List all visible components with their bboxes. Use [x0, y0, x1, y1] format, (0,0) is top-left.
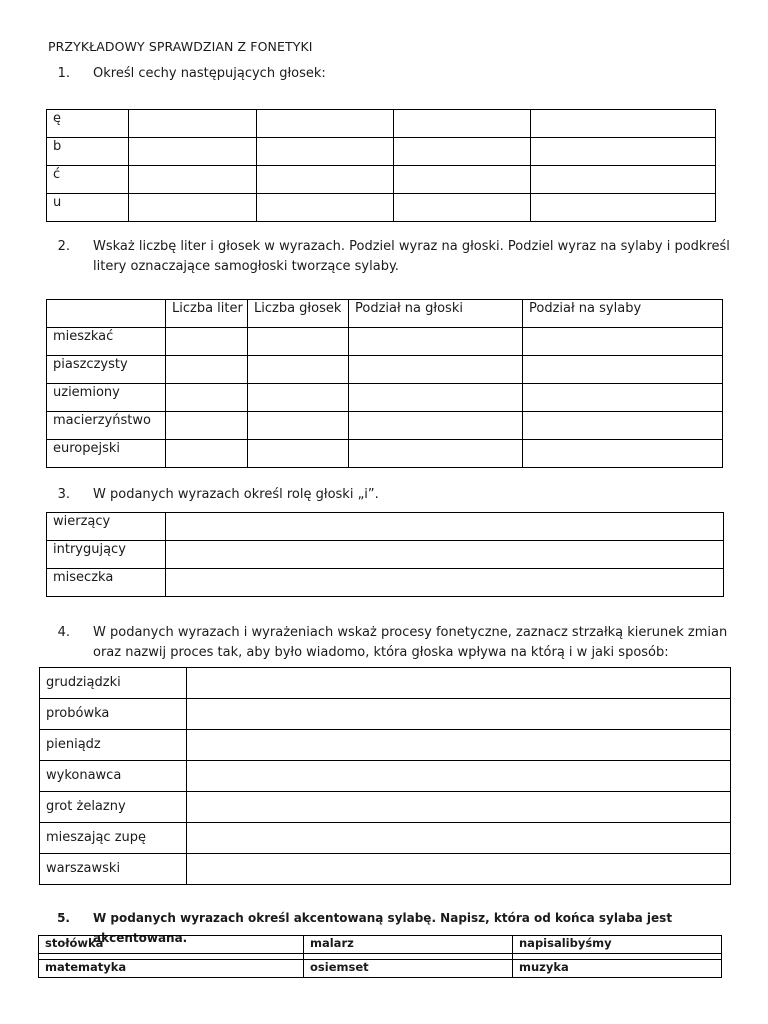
answer-cell[interactable]: [129, 166, 257, 194]
row-label: europejski: [47, 440, 166, 468]
answer-cell[interactable]: [166, 412, 248, 440]
row-label: piaszczysty: [47, 356, 166, 384]
phoneme-i-role-table: [46, 512, 724, 597]
question-number: 5.: [57, 911, 70, 925]
answer-cell[interactable]: [349, 356, 523, 384]
answer-cell[interactable]: [523, 384, 723, 412]
answer-cell[interactable]: [349, 412, 523, 440]
question-text: Określ cechy następujących głosek:: [93, 66, 326, 81]
phonetic-processes-table: [39, 667, 731, 885]
column-header: Liczba głosek: [248, 300, 349, 328]
row-label: wierzący: [47, 513, 166, 541]
answer-cell[interactable]: [394, 110, 531, 138]
row-label: mieszając zupę: [40, 823, 187, 854]
table-row: [47, 138, 716, 166]
answer-cell[interactable]: [394, 166, 531, 194]
page-title: PRZYKŁADOWY SPRAWDZIAN Z FONETYKI: [48, 39, 313, 54]
table-row: [40, 854, 731, 885]
letters-phonemes-table: [46, 299, 723, 468]
row-label: u: [47, 194, 129, 222]
answer-cell[interactable]: [523, 356, 723, 384]
word-cell: matematyka: [39, 960, 304, 978]
word-cell: osiemset: [304, 960, 513, 978]
table-row: [40, 699, 731, 730]
table-row: [47, 569, 724, 597]
stress-table: [38, 935, 722, 978]
row-label: macierzyństwo: [47, 412, 166, 440]
answer-cell[interactable]: [187, 761, 731, 792]
answer-cell[interactable]: [248, 356, 349, 384]
table-row: [47, 194, 716, 222]
answer-cell[interactable]: [187, 823, 731, 854]
table-row: [40, 823, 731, 854]
word-cell: malarz: [304, 936, 513, 954]
question-text: W podanych wyrazach określ rolę głoski „i”.: [93, 487, 379, 502]
row-label: intrygujący: [47, 541, 166, 569]
row-label: warszawski: [40, 854, 187, 885]
answer-cell[interactable]: [248, 328, 349, 356]
column-header: Podział na głoski: [349, 300, 523, 328]
question-1: [48, 64, 748, 84]
table-row: [40, 792, 731, 823]
answer-cell[interactable]: [166, 569, 724, 597]
row-label: wykonawca: [40, 761, 187, 792]
word-cell: stołówka: [39, 936, 304, 954]
answer-cell[interactable]: [257, 166, 394, 194]
answer-cell[interactable]: [349, 328, 523, 356]
row-label: b: [47, 138, 129, 166]
row-label: probówka: [40, 699, 187, 730]
question-number: 1.: [57, 66, 70, 81]
question-text: W podanych wyrazach określ akcentowaną sylabę. Napisz, która od końca sylaba jest akcentowana.: [93, 911, 673, 945]
answer-cell[interactable]: [531, 110, 716, 138]
answer-cell[interactable]: [187, 854, 731, 885]
answer-cell[interactable]: [257, 110, 394, 138]
table-row: [40, 761, 731, 792]
column-header: [47, 300, 166, 328]
answer-cell[interactable]: [531, 138, 716, 166]
answer-cell[interactable]: [166, 440, 248, 468]
word-cell: muzyka: [513, 960, 722, 978]
row-label: grudziądzki: [40, 668, 187, 699]
answer-cell[interactable]: [248, 412, 349, 440]
question-text-line-2: litery oznaczające samogłoski tworzące sylaby.: [93, 259, 399, 274]
word-cell: napisalibyśmy: [513, 936, 722, 954]
table-row: [40, 730, 731, 761]
answer-cell[interactable]: [166, 541, 724, 569]
table-row: [47, 166, 716, 194]
question-3: [48, 485, 748, 505]
answer-cell[interactable]: [187, 730, 731, 761]
table-header-row: [47, 300, 723, 328]
answer-cell[interactable]: [531, 194, 716, 222]
answer-cell[interactable]: [187, 699, 731, 730]
phoneme-features-table: [46, 109, 716, 222]
answer-cell[interactable]: [394, 194, 531, 222]
question-text-line-2: oraz nazwij proces tak, aby było wiadomo, która głoska wpływa na którą i w jaki sposób:: [93, 645, 669, 660]
row-label: mieszkać: [47, 328, 166, 356]
table-row: [47, 110, 716, 138]
row-label: ę: [47, 110, 129, 138]
answer-cell[interactable]: [129, 194, 257, 222]
answer-cell[interactable]: [257, 138, 394, 166]
row-label: uziemiony: [47, 384, 166, 412]
answer-cell[interactable]: [523, 328, 723, 356]
question-number: 4.: [57, 625, 70, 640]
answer-cell[interactable]: [349, 440, 523, 468]
table-row: [47, 513, 724, 541]
question-number: 2.: [57, 239, 70, 254]
column-header: Podział na sylaby: [523, 300, 723, 328]
answer-cell[interactable]: [166, 384, 248, 412]
table-row: [47, 541, 724, 569]
answer-cell[interactable]: [129, 110, 257, 138]
answer-cell[interactable]: [248, 384, 349, 412]
answer-cell[interactable]: [129, 138, 257, 166]
question-4: [48, 623, 748, 663]
answer-cell[interactable]: [166, 356, 248, 384]
answer-cell[interactable]: [531, 166, 716, 194]
question-text-line-1: W podanych wyrazach i wyrażeniach wskaż procesy fonetyczne, zaznacz strzałką kierunek zmian: [93, 625, 728, 640]
question-number: 3.: [57, 487, 70, 502]
answer-cell[interactable]: [349, 384, 523, 412]
table-row: [47, 356, 723, 384]
table-row: [47, 440, 723, 468]
answer-cell[interactable]: [523, 440, 723, 468]
question-2: [48, 237, 748, 277]
answer-cell[interactable]: [166, 328, 248, 356]
table-row: [40, 668, 731, 699]
table-row: [47, 328, 723, 356]
question-text-line-1: Wskaż liczbę liter i głosek w wyrazach. Podziel wyraz na głoski. Podziel wyraz na sylaby i podkreśl: [93, 239, 730, 254]
answer-cell[interactable]: [257, 194, 394, 222]
row-label: ć: [47, 166, 129, 194]
table-row: [47, 412, 723, 440]
column-header: Liczba liter: [166, 300, 248, 328]
answer-cell[interactable]: [187, 668, 731, 699]
table-row: [39, 960, 722, 978]
row-label: grot żelazny: [40, 792, 187, 823]
answer-cell[interactable]: [248, 440, 349, 468]
answer-cell[interactable]: [394, 138, 531, 166]
row-label: pieniądz: [40, 730, 187, 761]
answer-cell[interactable]: [187, 792, 731, 823]
answer-cell[interactable]: [166, 513, 724, 541]
table-row: [39, 936, 722, 954]
answer-cell[interactable]: [523, 412, 723, 440]
row-label: miseczka: [47, 569, 166, 597]
table-row: [47, 384, 723, 412]
